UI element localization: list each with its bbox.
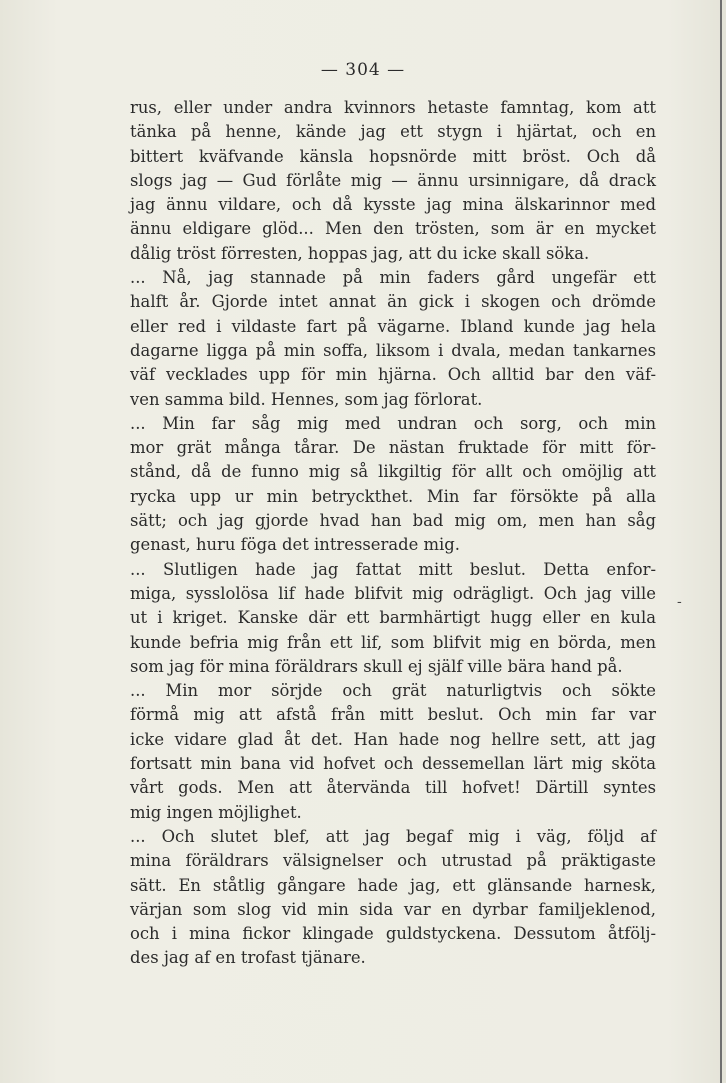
- text-line: halft år. Gjorde intet annat än gick i skogen och drömde: [130, 292, 656, 312]
- text-line: som jag för mina föräldrars skull ej själf ville bära hand på.: [130, 656, 623, 676]
- text-line: genast, huru föga det intresserade mig.: [130, 535, 460, 555]
- text-line: väf vecklades upp för min hjärna. Och alltid bar den väf-: [130, 365, 656, 385]
- text-line: ut i kriget. Kanske där ett barmhärtigt hugg eller en kula: [130, 608, 656, 628]
- text-line: stånd, då de funno mig så likgiltig för allt och omöjlig att: [130, 462, 656, 482]
- page-edge: [720, 0, 722, 1083]
- paragraph: [130, 825, 656, 971]
- text-line: ännu eldigare glöd... Men den trösten, som är en mycket: [130, 219, 656, 239]
- text-line: tänka på henne, kände jag ett stygn i hjärtat, och en: [130, 122, 656, 142]
- text-line: sätt. En ståtlig gångare hade jag, ett glänsande harnesk,: [130, 875, 656, 895]
- text-line: bittert kväfvande känsla hopsnörde mitt bröst. Och då: [130, 146, 656, 166]
- text-line: jag ännu vildare, och då kysste jag mina älskarinnor med: [130, 195, 656, 215]
- text-line: ... Slutligen hade jag fattat mitt beslut. Detta enfor-: [130, 559, 656, 579]
- text-line: rus, eller under andra kvinnors hetaste famntag, kom att: [130, 98, 656, 117]
- text-line: ... Min far såg mig med undran och sorg, och min: [130, 413, 656, 433]
- paragraph: [130, 266, 656, 412]
- text-line: ven samma bild. Hennes, som jag förlorat.: [130, 389, 483, 409]
- text-line: sätt; och jag gjorde hvad han bad mig om, men han såg: [130, 511, 656, 531]
- text-line: icke vidare glad åt det. Han hade nog hellre sett, att jag: [130, 729, 656, 749]
- text-line: miga, sysslolösa lif hade blifvit mig odrägligt. Och jag ville: [130, 583, 656, 603]
- page-number: — 304 —: [320, 60, 406, 80]
- text-line: fortsatt min bana vid hofvet och dessemellan lärt mig sköta: [130, 754, 656, 774]
- text-line: ... Och slutet blef, att jag begaf mig i väg, följd af: [130, 826, 656, 846]
- text-line: ... Nå, jag stannade på min faders gård ungefär ett: [130, 268, 656, 288]
- text-line: slogs jag — Gud förlåte mig — ännu ursinnigare, då drack: [130, 170, 656, 190]
- text-line: kunde befria mig från ett lif, som blifvit mig en börda, men: [130, 632, 656, 652]
- text-line: des jag af en trofast tjänare.: [130, 948, 366, 968]
- text-line: förmå mig att afstå från mitt beslut. Och min far var: [130, 705, 656, 725]
- paragraph: [130, 412, 656, 558]
- text-line: värjan som slog vid min sida var en dyrbar familjeklenod,: [130, 899, 656, 919]
- margin-mark: -: [677, 594, 682, 610]
- paragraph: [130, 96, 656, 266]
- text-line: eller red i vildaste fart på vägarne. Ibland kunde jag hela: [130, 316, 656, 336]
- text-line: dålig tröst förresten, hoppas jag, att du icke skall söka.: [130, 243, 590, 263]
- text-line: mig ingen möjlighet.: [130, 802, 302, 822]
- page-text: [130, 96, 656, 971]
- text-line: mor grät många tårar. De nästan fruktade för mitt för-: [130, 438, 656, 458]
- text-line: mina föräldrars välsignelser och utrustad på präktigaste: [130, 851, 656, 871]
- paragraph: [130, 558, 656, 679]
- text-line: ... Min mor sörjde och grät naturligtvis och sökte: [130, 681, 656, 701]
- text-line: och i mina fickor klingade guldstyckena. Dessutom åtfölj-: [130, 924, 656, 944]
- paragraph: [130, 679, 656, 825]
- text-line: rycka upp ur min betryckthet. Min far försökte på alla: [130, 486, 656, 506]
- text-line: dagarne ligga på min soffa, liksom i dvala, medan tankarnes: [130, 340, 656, 360]
- text-line: vårt gods. Men att återvända till hofvet! Därtill syntes: [130, 778, 656, 798]
